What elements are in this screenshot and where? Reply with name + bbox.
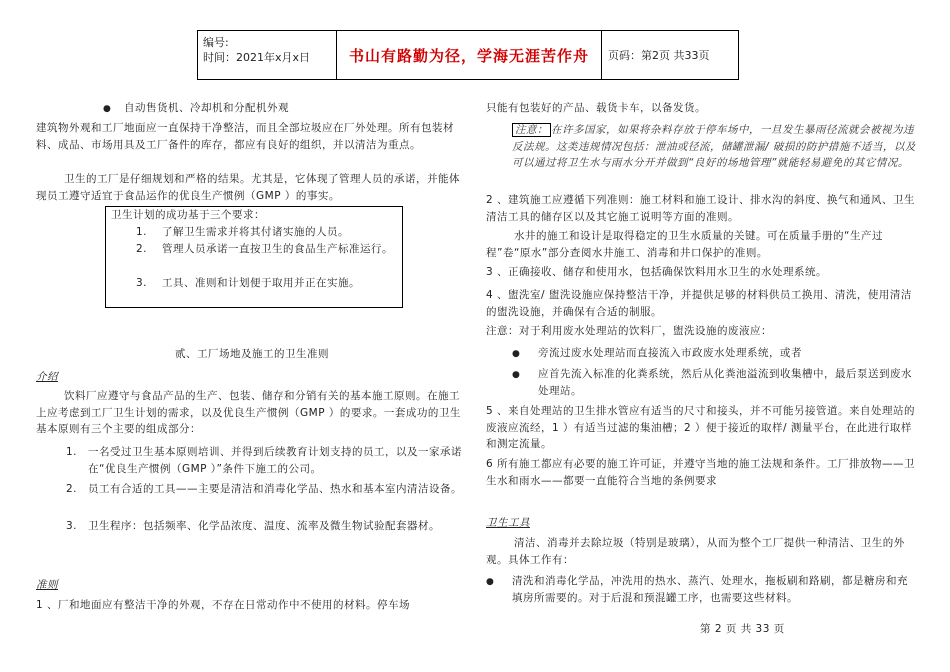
bullet-dot-icon: ●	[486, 577, 495, 587]
rule-6: 6 所有施工都应有必要的施工许可证，并遵守当地的施工法规和条件。工厂排放物——卫生水和雨水——都要一直能符合当地的条例要求	[486, 458, 916, 487]
para-sanitary-plant: 卫生的工厂是仔细规划和严格的结果。尤其是，它体现了管理人员的承诺，并能体现员工遵守适宜于食品运作的优良生产惯例（GMP ）的事实。	[36, 173, 460, 202]
rule-5: 5 、来自处理站的卫生排水管应有适当的尺寸和接头，并不可能另接管道。来自处理站的废液应流经，1 ）有适当过滤的集油槽；2 ）便于接近的取样/ 测量平台，在此进行取样和测定流量。	[486, 405, 916, 450]
rules-heading: 准则	[36, 579, 58, 591]
bullet-2: 应首先流入标准的化粪系统，然后从化粪池溢流到收集槽中，最后泵送到废水处理站。	[538, 368, 912, 397]
rule-4: 4 、盥洗室/ 盥洗设施应保持整洁干净，并提供足够的材料供员工换用、清洗，使用清洁的盥洗设施，并确保有合适的制服。	[486, 289, 912, 318]
footer-page: 第 2 页 共 33 页	[700, 623, 785, 635]
tools-heading: 卫生工具	[486, 517, 530, 529]
component-num-3: 3.	[66, 520, 78, 532]
bullet-title: 自动售货机、冷却机和分配机外观	[124, 102, 289, 114]
intro-heading: 介绍	[36, 371, 58, 383]
box-item-num-2: 2.	[136, 243, 148, 255]
box-item-2: 管理人员承诺一直按卫生的食品生产标准运行。	[162, 243, 393, 255]
intro-para: 饮料厂应遵守与食品产品的生产、包装、储存和分销有关的基本施工原则。在施工上应考虑到工厂卫生计划的需求，以及优良生产惯例（GMP ）的要求。一套成功的卫生基本原则有三个主要的组成部分：	[36, 390, 461, 435]
rule-2: 2 、建筑施工应遵循下列准则：施工材料和施工设计、排水沟的斜度、换气和通风、卫生清洁工具的储存区以及其它施工说明等方面的准则。	[486, 194, 916, 223]
header-table	[197, 30, 739, 80]
note-paragraph	[512, 122, 916, 172]
tools-para: 清洁、消毒并去除垃圾（特别是玻璃），从而为整个工厂提供一种清洁、卫生的外观。具体工作有：	[486, 537, 905, 566]
component-3: 卫生程序：包括频率、化学品浓度、温度、流率及微生物试验配套器材。	[88, 520, 440, 532]
component-2: 员工有合适的工具——主要是清洁和消毒化学品、热水和基本室内清洁设备。	[88, 483, 462, 495]
page-label: 页码：第2页 共33页	[608, 49, 710, 62]
time-label: 时间：2021年x月x日	[203, 51, 311, 64]
note-text: 在许多国家，如果将杂料存放于停车场中，一旦发生暴雨径流就会被视为违反法规。这类违规情况包括：泄油或径流，储罐泄漏/ 破损的防护措施不适当，以及可以通过将卫生水与雨水分开并做到“良好的场地管理”就能轻易避免的其它情况。	[512, 124, 916, 169]
motto: 书山有路勤为径，学海无涯苦作舟	[337, 31, 602, 79]
box-title: 卫生计划的成功基于三个要求：	[111, 209, 265, 221]
rule-3: 3 、正确接收、储存和使用水，包括确保饮料用水卫生的水处理系统。	[486, 266, 828, 278]
tools-bullet: 清洗和消毒化学品，冲洗用的热水、蒸汽、处理水，拖板刷和路刷，都是糖房和充填房所需要的。对于后混和预混罐工序，也需要这些材料。	[512, 575, 908, 604]
bullet-1: 旁流过废水处理站而直接流入市政废水处理系统，或者	[538, 347, 802, 359]
bullet-dot-icon: ●	[103, 104, 112, 114]
note-2: 注意：对于利用废水处理站的饮料厂，盥洗设施的废液应：	[486, 325, 772, 337]
box-item-3: 工具、准则和计划便于取用并正在实施。	[162, 277, 360, 289]
number-label: 编号:	[203, 36, 229, 49]
rule-1-continued: 只能有包装好的产品、载货卡车，以备发货。	[486, 102, 706, 114]
box-item-num-1: 1.	[136, 226, 148, 238]
component-num-2: 2.	[66, 483, 78, 495]
section-title: 贰、工厂场地及施工的卫生准则	[175, 348, 329, 360]
component-num-1: 1.	[66, 446, 78, 458]
requirements-box	[105, 206, 403, 308]
note-label: 注意：	[512, 123, 551, 137]
box-item-1: 了解卫生需求并将其付诸实施的人员。	[162, 226, 349, 238]
rule-1: 1 、厂和地面应有整洁干净的外观，不存在日常动作中不使用的材料。停车场	[36, 599, 411, 611]
header-meta	[198, 31, 337, 79]
box-item-num-3: 3.	[136, 277, 148, 289]
water-para: 水井的施工和设计是取得稳定的卫生水质量的关键。可在质量手册的“生产过程”卷“原水”部分查阅水井施工、消毒和井口保护的准则。	[486, 230, 883, 259]
para-exterior: 建筑物外观和工厂地面应一直保持干净整洁，而且全部垃圾应在厂外处理。所有包装材料、成品、市场用具及工厂备件的库存，都应有良好的组织，并以清洁为重点。	[36, 122, 454, 151]
component-1: 一名受过卫生基本原则培训、并得到后续教育计划支持的员工，以及一家承诺在“优良生产惯例（GMP ）”条件下施工的公司。	[88, 446, 462, 475]
bullet-dot-icon: ●	[512, 349, 521, 359]
bullet-dot-icon: ●	[512, 370, 521, 380]
